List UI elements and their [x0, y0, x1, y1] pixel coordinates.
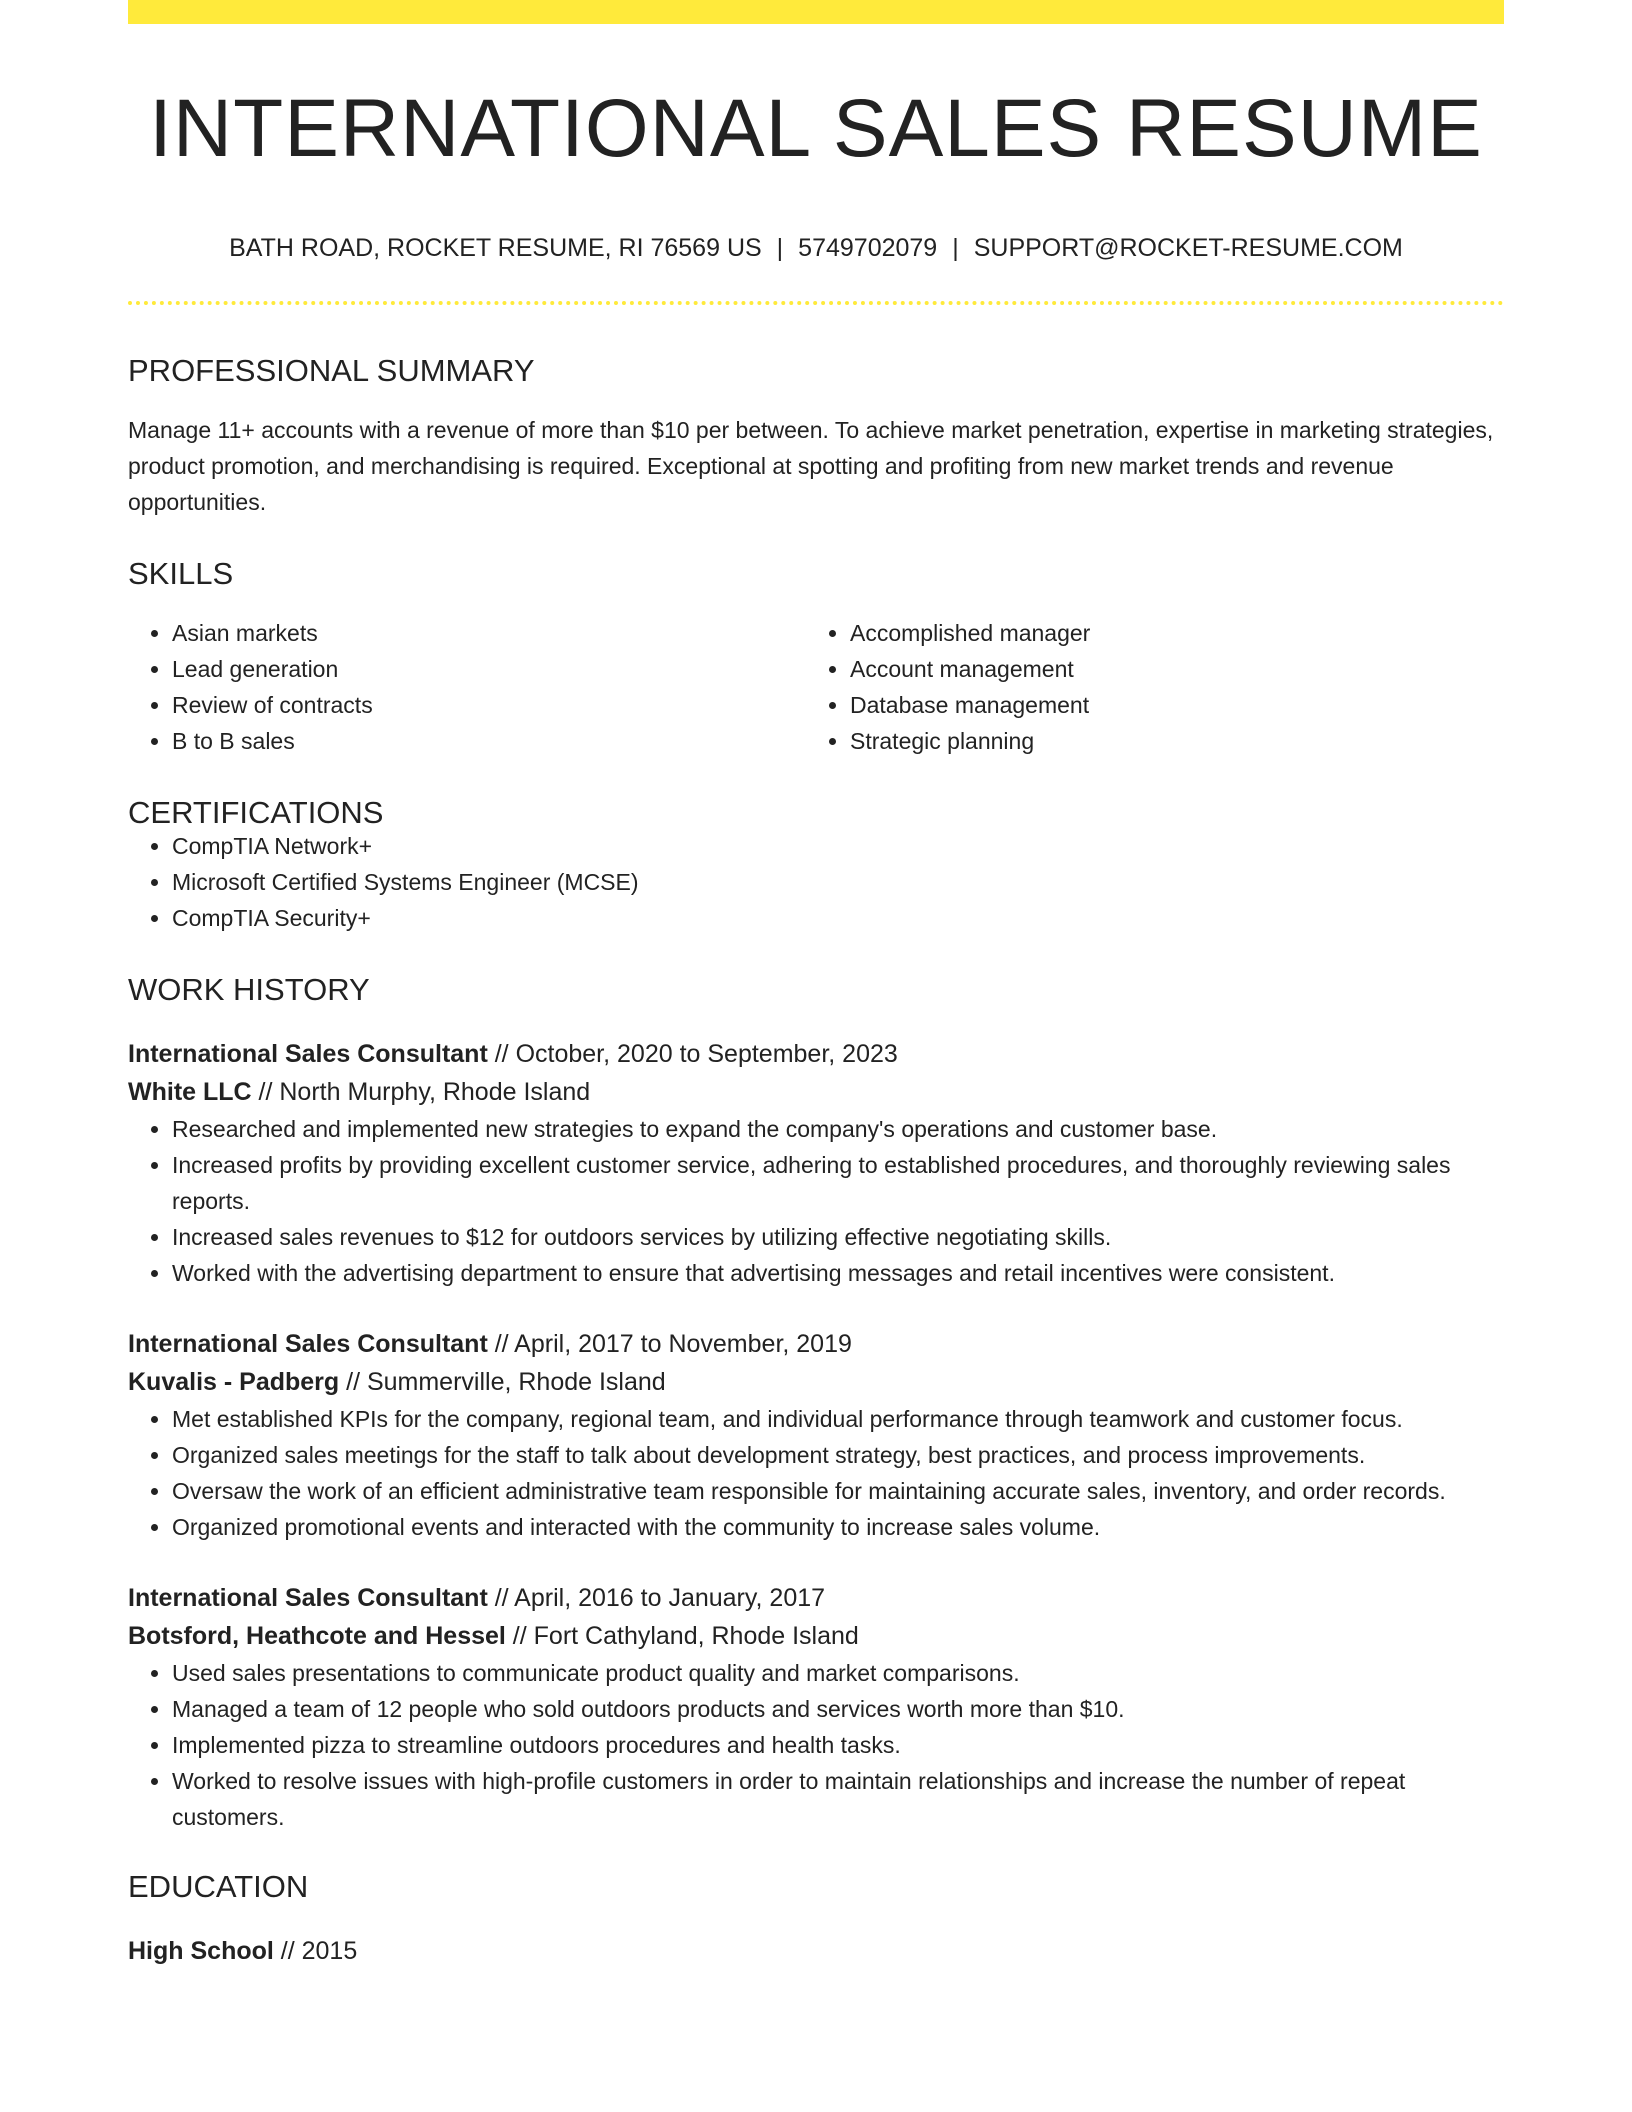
job-duties-list: [128, 1111, 1504, 1291]
accent-bar: [128, 0, 1504, 24]
job-duty: • Organized sales meetings for the staff to talk about development strategy, best practices, and process improvements.: [172, 1437, 1504, 1473]
skill-item: • B to B sales: [172, 723, 806, 759]
skills-grid: [128, 615, 1504, 759]
job-duty: • Implemented pizza to streamline outdoors procedures and health tasks.: [172, 1727, 1504, 1763]
contact-email: SUPPORT@ROCKET-RESUME.COM: [973, 234, 1403, 262]
skill-item: • Asian markets: [172, 615, 806, 651]
job-location: // Fort Cathyland, Rhode Island: [505, 1622, 859, 1650]
job-entry: [128, 1579, 1504, 1835]
job-duty: • Used sales presentations to communicate product quality and market comparisons.: [172, 1655, 1504, 1691]
job-role: International Sales Consultant: [128, 1330, 488, 1358]
job-duty: • Organized promotional events and interacted with the community to increase sales volume.: [172, 1509, 1504, 1545]
job-duty: • Increased sales revenues to $12 for outdoors services by utilizing effective negotiating skills.: [172, 1219, 1504, 1255]
job-role-line: [128, 1325, 1504, 1363]
job-company: Kuvalis - Padberg: [128, 1368, 340, 1396]
section-title-education: EDUCATION: [128, 1869, 309, 1904]
education-degree: High School: [128, 1937, 274, 1965]
education-year: // 2015: [273, 1937, 358, 1965]
job-duty: • Increased profits by providing excellent customer service, adhering to established procedures, and thoroughly reviewing sales reports.: [172, 1147, 1504, 1219]
job-duties-list: [128, 1655, 1504, 1835]
job-entry: [128, 1035, 1504, 1291]
job-duty: • Worked to resolve issues with high-profile customers in order to maintain relationships and increase the number of repeat customers.: [172, 1763, 1504, 1835]
contact-separator: |: [952, 234, 959, 262]
job-duty: • Worked with the advertising department to ensure that advertising messages and retail incentives were consistent.: [172, 1255, 1504, 1291]
job-role-line: [128, 1035, 1504, 1073]
contact-address: BATH ROAD, ROCKET RESUME, RI 76569 US: [229, 234, 762, 262]
certification-item: • CompTIA Network+: [172, 828, 1504, 864]
skill-item: • Lead generation: [172, 651, 806, 687]
job-company-line: [128, 1363, 1504, 1401]
job-dates: // October, 2020 to September, 2023: [487, 1040, 898, 1068]
certification-item: • CompTIA Security+: [172, 900, 1504, 936]
section-title-skills: SKILLS: [128, 556, 234, 591]
skill-item: • Account management: [850, 651, 1504, 687]
job-role-line: [128, 1579, 1504, 1617]
job-entry: [128, 1325, 1504, 1545]
job-company: White LLC: [128, 1078, 252, 1106]
skills-list-right: [806, 615, 1504, 759]
job-company-line: [128, 1073, 1504, 1111]
skills-list-left: [128, 615, 806, 759]
job-dates: // April, 2016 to January, 2017: [487, 1584, 826, 1612]
skill-item: • Accomplished manager: [850, 615, 1504, 651]
job-role: International Sales Consultant: [128, 1584, 488, 1612]
certifications-list: [128, 828, 1504, 936]
contact-line: [128, 236, 1504, 261]
resume-title: INTERNATIONAL SALES RESUME: [149, 83, 1483, 174]
resume-page: [128, 0, 1504, 1970]
contact-phone: 5749702079: [798, 234, 938, 262]
contact-separator: |: [776, 234, 784, 262]
summary-text: Manage 11+ accounts with a revenue of more than $10 per between. To achieve market penetration, expertise in marketing strategies, product promotion, and merchandising is required. Exceptional at spotting and profiting from new market trends and revenue opportunities.: [128, 417, 1494, 515]
certification-item: • Microsoft Certified Systems Engineer (MCSE): [172, 864, 1504, 900]
job-location: // Summerville, Rhode Island: [339, 1368, 666, 1396]
skill-item: • Review of contracts: [172, 687, 806, 723]
job-company-line: [128, 1617, 1504, 1655]
education-entry: [128, 1932, 1504, 1970]
job-duty: • Met established KPIs for the company, regional team, and individual performance through teamwork and customer focus.: [172, 1401, 1504, 1437]
section-title-certifications: CERTIFICATIONS: [128, 795, 384, 830]
job-duty: • Managed a team of 12 people who sold outdoors products and services worth more than $10.: [172, 1691, 1504, 1727]
job-company: Botsford, Heathcote and Hessel: [128, 1622, 506, 1650]
job-duty: • Researched and implemented new strategies to expand the company's operations and customer base.: [172, 1111, 1504, 1147]
section-title-summary: PROFESSIONAL SUMMARY: [128, 353, 535, 388]
skill-item: • Database management: [850, 687, 1504, 723]
job-duty: • Oversaw the work of an efficient administrative team responsible for maintaining accurate sales, inventory, and order records.: [172, 1473, 1504, 1509]
dotted-divider: [128, 301, 1504, 305]
skill-item: • Strategic planning: [850, 723, 1504, 759]
job-dates: // April, 2017 to November, 2019: [487, 1330, 852, 1358]
job-location: // North Murphy, Rhode Island: [251, 1078, 591, 1106]
job-role: International Sales Consultant: [128, 1040, 488, 1068]
job-duties-list: [128, 1401, 1504, 1545]
section-title-work-history: WORK HISTORY: [128, 972, 370, 1007]
